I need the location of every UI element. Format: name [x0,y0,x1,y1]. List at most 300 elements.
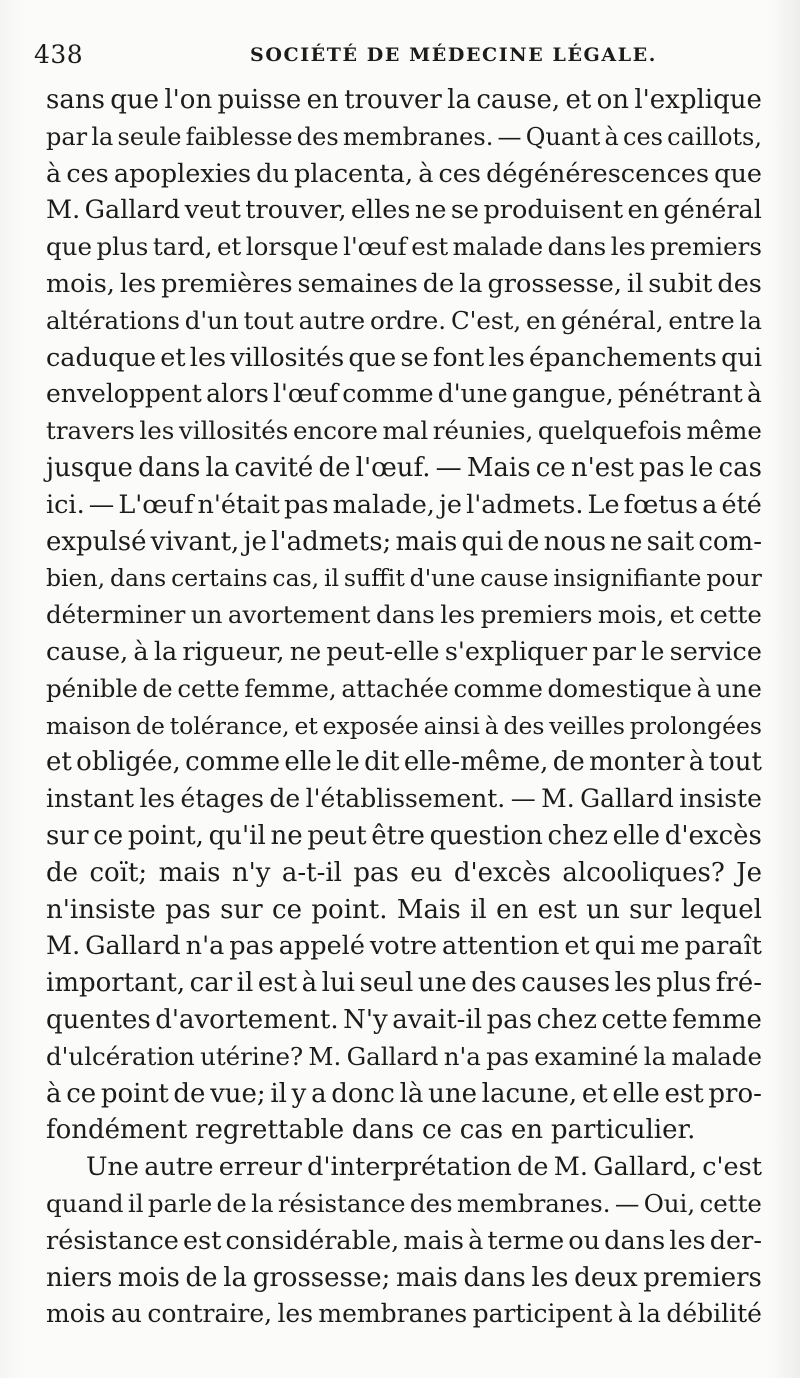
text-line [46,524,762,561]
word: N'y [343,1004,388,1035]
word: un [586,894,620,925]
word: à [696,673,712,703]
word: regrettable [195,1115,345,1146]
word: sur [46,820,89,851]
word: membranes. [342,122,494,151]
word: je [438,489,462,520]
text-line [46,634,762,671]
word: les [277,1299,314,1329]
word: Gallard [580,784,674,814]
word: la [205,452,230,483]
word: de [422,268,455,299]
word: pas [165,894,211,925]
text-line [46,744,762,781]
text-line [46,855,762,892]
word: dans [547,232,607,262]
text-line [46,266,762,303]
word: d'excès [664,820,762,851]
word: trouver, [245,195,347,226]
word: général, [561,305,664,335]
word: l'œuf. [355,452,431,483]
text-line [46,1186,762,1223]
word: que [714,158,762,189]
word: la [739,305,762,335]
text-line [46,671,762,708]
word: la [223,1262,248,1293]
text-line [46,1149,762,1186]
text-line [46,560,762,597]
word: qu'il [208,820,266,851]
text-line [46,1223,762,1260]
word: ordre. [369,305,447,335]
word: d'une [437,379,508,409]
word: rigueur, [182,636,285,667]
word: jusque [46,452,133,483]
word: elle [612,1078,660,1109]
word: pas [639,452,685,483]
word: des [471,968,517,999]
word: de [269,784,301,814]
word: à [46,158,62,189]
word: qui [594,931,636,962]
word: en [306,85,339,115]
word: nous [543,526,607,557]
word: cause [480,564,549,593]
word: lacune, [481,1078,578,1109]
word: ce [535,452,566,483]
word: les [610,232,646,262]
word: mois [117,1262,180,1293]
word: il [626,268,644,299]
word: à [688,747,705,778]
word: Gallard, [593,1152,697,1183]
word: qui [461,526,504,557]
word: produisent [483,195,624,226]
word: des [296,122,339,151]
word: altérations [46,305,180,335]
word: dans [376,600,435,630]
word: veut [184,195,241,226]
word: que [110,85,160,115]
word: suffit [343,564,405,593]
word: exposée [322,711,419,740]
word: dans [109,564,167,593]
word: entre [668,305,735,335]
word: à [301,968,318,999]
text-line [46,229,762,266]
word: elle [284,747,332,778]
word: dans [463,1262,526,1293]
word: quelquefois [537,416,682,446]
word: et [160,342,186,373]
word: M. [541,784,575,814]
word: un [190,600,223,630]
word: et [669,600,694,630]
word: monter [589,747,685,778]
word: et [294,711,318,740]
word: peut [307,820,367,851]
word: cas [459,1115,504,1146]
word: il [470,894,487,925]
word: ne [414,195,447,226]
word: placenta, [294,158,414,189]
word: autre [144,1152,214,1183]
word: veilles [549,711,625,740]
word: erreur [218,1152,302,1183]
word: L'œuf [118,489,194,520]
word: cette [699,1188,762,1218]
word: pour [706,564,762,593]
word: font [432,342,485,373]
text-line [46,708,762,745]
word: et [565,85,592,115]
word: en [496,894,529,925]
word: est [182,1225,222,1256]
text-line [46,597,762,634]
word: vue; [210,1078,266,1109]
word: que [46,232,92,262]
word: question [429,820,543,851]
word: la [638,1299,661,1329]
word: enveloppent [46,379,202,409]
word: est [411,232,449,262]
word: niers [46,1262,113,1293]
word: Oui, [643,1188,696,1218]
word: donc [331,1078,395,1109]
word: n'y [231,857,271,888]
word: été [721,489,762,520]
word: c'est [702,1152,762,1183]
word: de [318,452,351,483]
word: examiné [534,1041,639,1071]
word: trouver [344,85,442,115]
word: grossesse; [252,1262,391,1293]
word: ces [623,122,663,151]
word: terme [487,1225,565,1256]
word: ces [438,158,481,189]
word: être [371,820,425,851]
word: — [88,489,115,520]
word: malade [452,232,544,262]
word: le [689,452,714,483]
text-line [46,1076,762,1113]
word: Mais [466,452,531,483]
word: l'établissement. [305,784,506,814]
word: elle-même, [403,747,549,778]
word: il [127,1188,144,1218]
text-line [46,1002,762,1039]
word: y [291,1078,307,1109]
word: n'était [197,489,280,520]
word: caillots, [667,122,762,151]
word: et [581,1078,608,1109]
text-line [46,376,762,413]
word: premiers [643,1262,762,1293]
text-line [46,928,762,965]
word: tout [708,747,762,778]
word: Je [736,857,762,888]
word: pro- [708,1078,762,1109]
word: Gallard [346,1041,439,1071]
word: cette [699,600,762,630]
text-line [46,156,762,193]
text-line [46,1039,762,1076]
word: par [46,122,88,151]
word: insignifiante [553,564,702,593]
word: d'interprétation [307,1152,512,1183]
word: à [46,1078,62,1109]
word: comme [342,379,434,409]
word: cavité [234,452,314,483]
word: d'un [184,305,239,335]
word: comme [453,673,543,703]
word: il [324,564,340,593]
word: instant [46,784,135,814]
body-text [46,82,762,1333]
word: service [669,636,762,667]
word: point. [311,894,388,925]
word: Une [86,1152,140,1183]
word: et [46,747,72,778]
word: paraît [684,931,762,962]
word: ce [421,1115,452,1146]
word: sur [629,894,672,925]
word: on [596,85,629,115]
word: parle [147,1188,213,1218]
word: la [91,122,114,151]
word: de [46,857,79,888]
word: premiers [480,600,593,630]
word: M. [308,1041,342,1071]
word: avortement [227,600,371,630]
word: femme, [244,673,337,703]
word: au [110,1299,142,1329]
word: l'on [164,85,213,115]
page-number: 438 [34,40,84,69]
word: Quant [525,122,601,151]
word: tolérance, [169,711,290,740]
word: mais [396,1262,458,1293]
word: les [440,600,476,630]
word: a [311,1078,327,1109]
page-header [34,40,760,76]
word: général [663,195,762,226]
word: cette [601,1004,668,1035]
word: et [564,931,590,962]
word: seule [117,122,182,151]
word: fœtus [623,489,699,520]
word: premières [161,268,293,299]
word: d'ulcération [46,1041,195,1071]
word: les [669,1225,706,1256]
word: de [135,711,165,740]
word: à [418,158,434,189]
word: faiblesse [185,122,293,151]
word: des [409,1188,453,1218]
word: M. [553,1152,589,1183]
word: en [627,195,660,226]
word: n'insiste [46,894,156,925]
word: résistance [277,1188,406,1218]
word: mois, [597,600,665,630]
word: n'a [443,1041,481,1071]
text-line [46,119,762,156]
word: tard, [152,232,213,262]
word: utérine? [200,1041,304,1071]
word: a-t-il [281,857,342,888]
word: car [189,968,233,999]
word: étages [180,784,264,814]
word: ne [289,636,322,667]
word: causes [521,968,611,999]
word: l'œuf [273,379,338,409]
word: Le [587,489,620,520]
text-line [46,192,762,229]
word: les [189,342,227,373]
word: une [715,673,762,703]
text-line [46,82,762,119]
word: elle [612,820,661,851]
word: là [399,1078,424,1109]
word: appelé [278,931,365,962]
word: dans [604,1225,666,1256]
word: attention [442,931,560,962]
word: est [664,1078,704,1109]
word: obligée, [76,747,181,778]
word: des [503,711,545,740]
word: deux [574,1262,638,1293]
word: des [717,268,762,299]
word: caduque [46,342,157,373]
word: en [525,305,557,335]
word: — [614,1188,640,1218]
word: bien, [46,564,106,593]
word: subit [648,268,713,299]
word: encore [292,416,378,446]
word: Gallard [84,195,181,226]
word: une [428,1078,477,1109]
word: travers [46,416,135,446]
word: les [488,342,525,373]
word: dans [138,452,201,483]
word: ce [66,1078,97,1109]
text-line [46,487,762,524]
text-line [46,340,762,377]
word: apoplexies [113,158,252,189]
word: villosités [178,416,289,446]
word: M. [46,931,81,962]
word: la [251,1188,274,1218]
word: les [531,1262,569,1293]
word: contraire, [147,1299,273,1329]
word: malade [671,1041,762,1071]
text-line [46,892,762,929]
word: gangue, [511,379,614,409]
text-line [46,1112,762,1149]
word: alcooliques? [562,857,725,888]
word: mois [46,1299,106,1329]
word: la [447,85,471,115]
word: lui [321,968,355,999]
word: à [604,122,619,151]
word: dans [351,1115,415,1146]
word: les [139,784,176,814]
word: pas [486,1004,533,1035]
word: d'une [409,564,476,593]
word: mais [158,857,221,888]
word: quentes [46,1004,151,1035]
word: que [348,342,397,373]
word: vivant, [150,526,240,557]
word: point, [127,820,204,851]
word: ou [568,1225,601,1256]
word: domestique [547,673,692,703]
word: ce [272,894,302,925]
word: cas, [272,564,320,593]
word: ne [270,820,303,851]
word: une [417,968,467,999]
word: semaines [297,268,418,299]
word: pas [229,931,274,962]
word: ainsi [423,711,480,740]
word: mais [403,1225,464,1256]
word: me [640,931,680,962]
word: je [243,526,267,557]
word: premiers [650,232,762,262]
text-line [46,781,762,818]
word: seul [359,968,414,999]
word: à [617,1299,633,1329]
word: tout [243,305,294,335]
word: de [507,526,540,557]
word: épanchements [529,342,717,373]
word: sait [646,526,695,557]
word: d'avortement. [155,1004,339,1035]
word: mal [382,416,429,446]
word: coït; [89,857,148,888]
word: le [336,747,360,778]
word: de [552,747,585,778]
word: pas [283,489,329,520]
word: insiste [679,784,762,814]
word: comme [185,747,281,778]
text-line [46,1260,762,1297]
word: membranes. [456,1188,611,1218]
word: les [119,268,157,299]
word: prolongées [629,711,762,740]
word: est [537,894,577,925]
word: à [133,636,149,667]
word: fondément [46,1115,188,1146]
word: votre [369,931,438,962]
text-line [46,965,762,1002]
word: sur [220,894,263,925]
word: maison [46,711,132,740]
word: villosités [230,342,345,373]
word: membranes [318,1299,468,1329]
word: peut-elle [326,636,440,667]
word: mois, [46,268,115,299]
word: la [643,1041,667,1071]
word: dit [364,747,400,778]
word: plus [96,232,149,262]
word: grossesse, [487,268,622,299]
word: cause, [476,85,561,115]
word: d'excès [453,857,551,888]
word: — [497,122,522,151]
word: attachée [341,673,449,703]
word: alors [206,379,269,409]
